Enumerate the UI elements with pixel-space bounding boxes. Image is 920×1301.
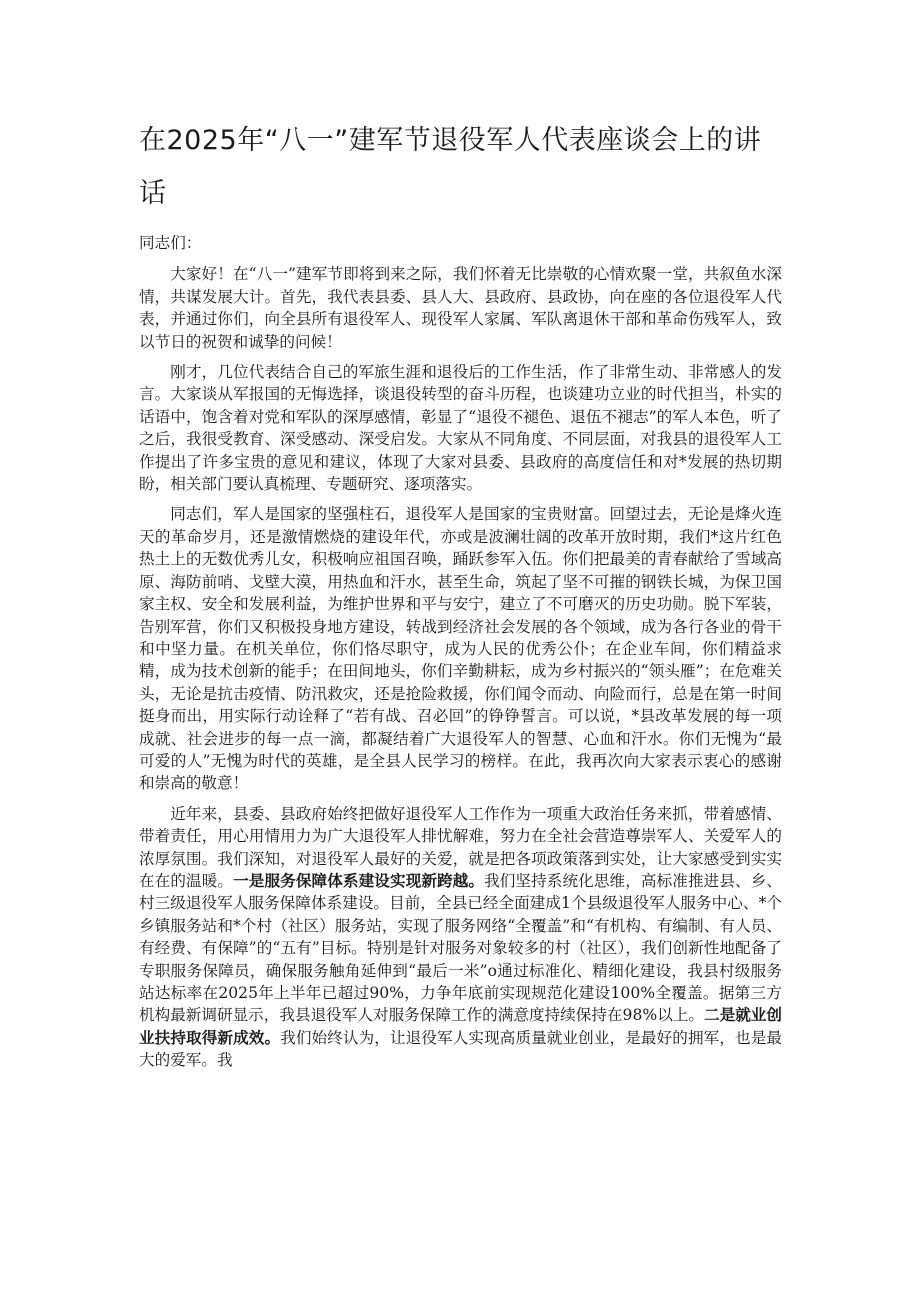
salutation: 同志们： [139, 234, 202, 252]
paragraph-veterans-contributions: 同志们，军人是国家的坚强柱石，退役军人是国家的宝贵财富。回望过去，无论是烽火连天的革命岁月，还是激情燃烧的建设年代，亦或是波澜壮阔的改革开放时期，我们*这片红色热土上的无数优秀儿女，积极响应祖国召唤，踊跃参军入伍。你们把最美的青春献给了雪域高原、海防前哨、戈壁大漠，用热血和汗水，甚至生命，筑起了坚不可摧的钢铁长城，为保卫国家主权、安全和发展利益，为维护世界和平与安宁，建立了不可磨灭的历史功勋。脱下军装，告别军营，你们又积极投身地方建设，转战到经济社会发展的各个领域，成为各行各业的骨干和中坚力量。在机关单位，你们恪尽职守，成为人民的优秀公仆；在企业车间，你们精益求精，成为技术创新的能手；在田间地头，你们辛勤耕耘，成为乡村振兴的“领头雁”；在危难关头，无论是抗击疫情、防汛救灾，还是抢险救援，你们闻令而动、向险而行，总是在第一时间挺身而出，用实际行动诠释了“若有战、召必回”的铮铮誓言。可以说，*县改革发展的每一项成就、社会进步的每一点一滴，都凝结着广大退役军人的智慧、心血和汗水。你们无愧为“最可爱的人”无愧为时代的英雄，是全县人民学习的榜样。在此，我再次向大家表示衷心的感谢和崇高的敬意！ [139, 505, 782, 793]
achievements-intro-text: 近年来，县委、县政府始终把做好退役军人工作作为一项重大政治任务来抓，带着感情、带着责任，用心用情用力为广大退役军人排忧解难，努力在全社会营造尊崇军人、关爱军人的浓厚氛围。我们深知，对退役军人最好的关爱，就是把各项政策落到实处，让大家感受到实实在在的温暖。 [139, 804, 782, 890]
document-body [139, 232, 782, 1080]
heading-service-system: 一是服务保障体系建设实现新跨越。 [233, 870, 485, 890]
employment-support-text: 我们始终认为，让退役军人实现高质量就业创业，是最好的拥军，也是最大的爱军。我 [139, 1028, 782, 1070]
service-system-text: 我们坚持系统化思维，高标准推进县、乡、村三级退役军人服务保障体系建设。目前，全县已经全面建成1个县级退役军人服务中心、*个乡镇服务站和*个村（社区）服务站，实现了服务网络“全覆盖”和“有机构、有编制、有人员、有经费、有保障”的“五有”目标。特别是针对服务对象较多的村（社区），我们创新性地配备了专职服务保障员，确保服务触角延伸到“最后一米”o通过标准化、精细化建设，我县村级服务站达标率在2025年上半年已超过90%，力争年底前实现规范化建设100%全覆盖。据第三方机构最新调研显示，我县退役军人对服务保障工作的满意度持续保持在98%以上。 [139, 871, 782, 1025]
document-title: 在2025年“八一”建军节退役军人代表座谈会上的讲话 [139, 125, 762, 209]
paragraph-greeting: 大家好！在“八一”建军节即将到来之际，我们怀着无比崇敬的心情欢聚一堂，共叙鱼水深情，共谋发展大计。首先，我代表县委、县人大、县政府、县政协，向在座的各位退役军人代表，并通过你们，向全县所有退役军人、现役军人家属、军队离退休干部和革命伤残军人，致以节日的祝贺和诚挚的问候！ [139, 265, 782, 351]
paragraph-representatives-remarks: 刚才，几位代表结合自己的军旅生涯和退役后的工作生活，作了非常生动、非常感人的发言。大家谈从军报国的无悔选择，谈退役转型的奋斗历程，也谈建功立业的时代担当，朴实的话语中，饱含着对党和军队的深厚感情，彰显了“退役不褪色、退伍不褪志”的军人本色，听了之后，我很受教育、深受感动、深受启发。大家从不同角度、不同层面，对我县的退役军人工作提出了许多宝贵的意见和建议，体现了大家对县委、县政府的高度信任和对*发展的热切期盼，相关部门要认真梳理、专题研究、逐项落实。 [139, 363, 782, 494]
paragraph-work-achievements [139, 803, 782, 1072]
heading-employment-support: 二是就业创业扶持取得新成效。 [139, 1005, 782, 1047]
